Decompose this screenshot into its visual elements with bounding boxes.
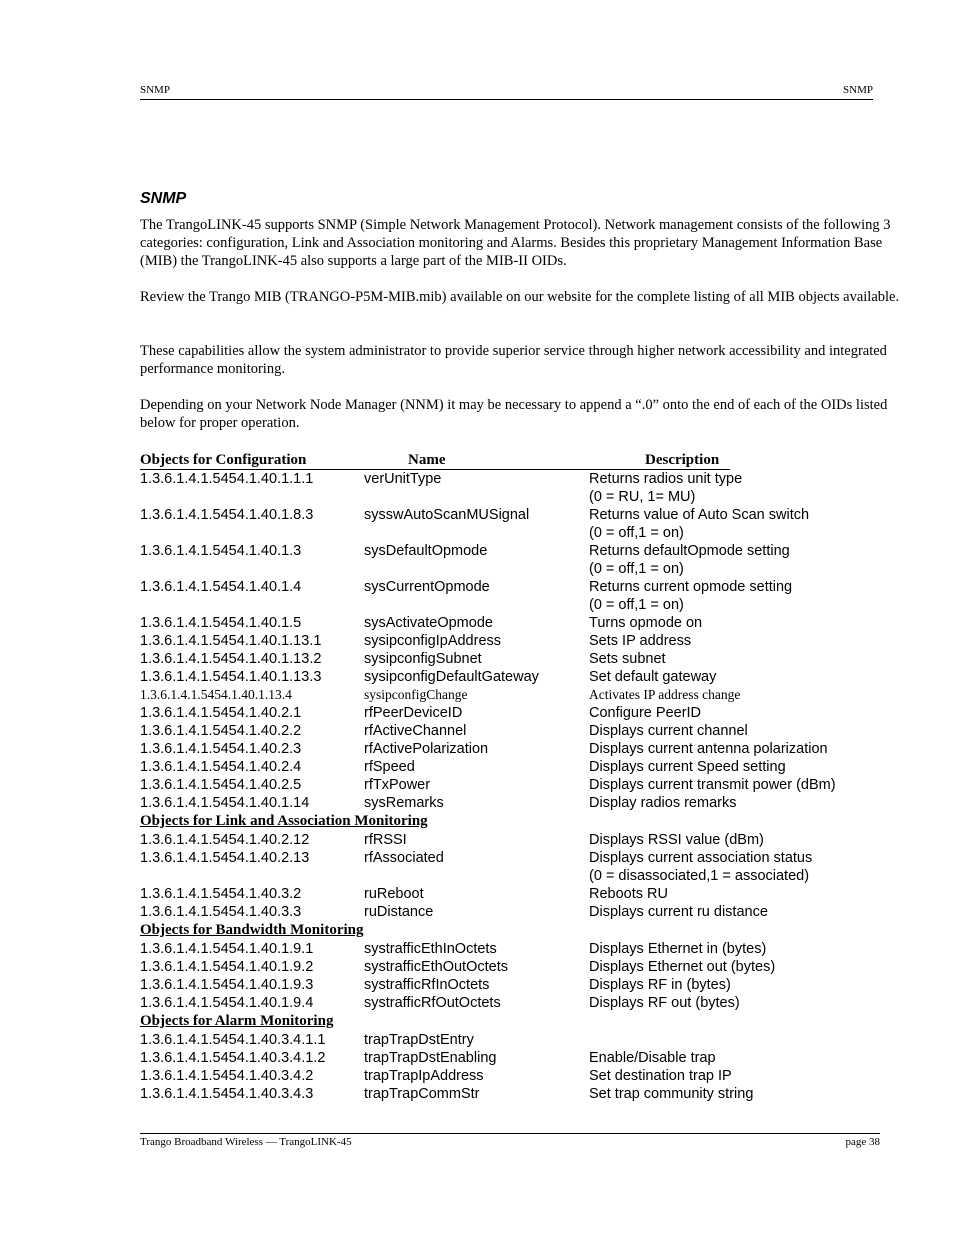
table-row	[140, 958, 900, 976]
link-rows	[140, 831, 900, 921]
description-cell: Displays current antenna polarization	[589, 741, 828, 757]
header-left: SNMP	[140, 84, 170, 96]
snmp-oid-table	[140, 451, 900, 1103]
footer-right: page 38	[845, 1136, 880, 1148]
object-name-cell: ruReboot	[364, 886, 424, 902]
table-row	[140, 776, 900, 794]
table-row	[140, 704, 900, 722]
table-row	[140, 1031, 900, 1049]
oid-cell: 1.3.6.1.4.1.5454.1.40.1.4	[140, 579, 302, 595]
mib-paragraph: Review the Trango MIB (TRANGO-P5M-MIB.mib) available on our website for the complete listing of all MIB objects available.	[140, 289, 900, 305]
table-row	[140, 470, 900, 506]
oid-cell: 1.3.6.1.4.1.5454.1.40.1.8.3	[140, 507, 314, 523]
description-cell: Displays current transmit power (dBm)	[589, 777, 836, 793]
table-row	[140, 903, 900, 921]
description-cell: Displays RF in (bytes)	[589, 977, 731, 993]
description-cell: Turns opmode on	[589, 615, 703, 631]
table-row	[140, 794, 900, 812]
description-cell: Returns current opmode setting (0 = off,1 = on)	[589, 579, 793, 613]
oid-cell: 1.3.6.1.4.1.5454.1.40.1.9.4	[140, 995, 314, 1011]
table-row	[140, 758, 900, 776]
config-section-header: Objects for Configuration	[140, 452, 307, 468]
description-cell: Displays current Speed setting	[589, 759, 786, 775]
description-cell: Displays Ethernet out (bytes)	[589, 959, 776, 975]
object-name-cell: rfTxPower	[364, 777, 431, 793]
description-cell: Display radios remarks	[589, 795, 737, 811]
oid-cell: 1.3.6.1.4.1.5454.1.40.1.9.3	[140, 977, 314, 993]
oid-cell: 1.3.6.1.4.1.5454.1.40.1.5	[140, 615, 302, 631]
oid-cell: 1.3.6.1.4.1.5454.1.40.3.4.3	[140, 1086, 314, 1102]
object-name-cell: sysswAutoScanMUSignal	[364, 507, 530, 523]
oid-cell: 1.3.6.1.4.1.5454.1.40.1.13.1	[140, 633, 322, 649]
description-cell: Returns radios unit type (0 = RU, 1= MU)	[589, 471, 743, 505]
description-cell: Set default gateway	[589, 669, 717, 685]
table-row	[140, 668, 900, 686]
object-name-cell: trapTrapDstEntry	[364, 1032, 474, 1048]
oid-cell: 1.3.6.1.4.1.5454.1.40.3.3	[140, 904, 302, 920]
object-name-cell: systrafficEthInOctets	[364, 941, 497, 957]
table-row	[140, 1049, 900, 1067]
bandwidth-section-header: Objects for Bandwidth Monitoring	[140, 922, 364, 938]
object-name-cell: sysCurrentOpmode	[364, 579, 490, 595]
oid-cell: 1.3.6.1.4.1.5454.1.40.2.13	[140, 850, 310, 866]
table-row	[140, 686, 900, 704]
page-header	[140, 84, 873, 100]
oid-cell: 1.3.6.1.4.1.5454.1.40.2.3	[140, 741, 302, 757]
object-name-cell: sysRemarks	[364, 795, 444, 811]
object-name-cell: rfSpeed	[364, 759, 415, 775]
table-row	[140, 994, 900, 1012]
object-name-cell: sysDefaultOpmode	[364, 543, 488, 559]
section-title: SNMP	[140, 190, 187, 207]
oid-cell: 1.3.6.1.4.1.5454.1.40.1.1.1	[140, 471, 314, 487]
description-cell: Sets IP address	[589, 633, 692, 649]
object-name-cell: trapTrapIpAddress	[364, 1068, 484, 1084]
table-row	[140, 885, 900, 903]
table-row	[140, 940, 900, 958]
object-name-cell: systrafficRfInOctets	[364, 977, 490, 993]
object-name-cell: sysipconfigSubnet	[364, 651, 482, 667]
oid-cell: 1.3.6.1.4.1.5454.1.40.3.4.2	[140, 1068, 314, 1084]
description-cell: Set destination trap IP	[589, 1068, 732, 1084]
oid-cell: 1.3.6.1.4.1.5454.1.40.2.4	[140, 759, 302, 775]
bandwidth-rows	[140, 940, 900, 1012]
oid-cell: 1.3.6.1.4.1.5454.1.40.1.13.2	[140, 651, 322, 667]
table-row	[140, 1085, 900, 1103]
table-row	[140, 740, 900, 758]
page-footer	[140, 1133, 880, 1152]
object-name-cell: trapTrapDstEnabling	[364, 1050, 497, 1066]
table-row	[140, 1067, 900, 1085]
table-row	[140, 542, 900, 578]
table-row	[140, 849, 900, 885]
description-cell: Returns defaultOpmode setting (0 = off,1 = on)	[589, 543, 790, 577]
table-row	[140, 614, 900, 632]
object-name-cell: systrafficEthOutOctets	[364, 959, 508, 975]
description-cell: Sets subnet	[589, 651, 666, 667]
oid-cell: 1.3.6.1.4.1.5454.1.40.3.4.1.1	[140, 1032, 326, 1048]
oid-cell: 1.3.6.1.4.1.5454.1.40.1.9.2	[140, 959, 314, 975]
object-name-cell: rfActiveChannel	[364, 723, 467, 739]
table-row	[140, 976, 900, 994]
intro-paragraph: The TrangoLINK-45 supports SNMP (Simple Network Management Protocol). Network management consists of the following 3 categories: configuration, Link and Association monitoring and Alarms. Besides this proprietary Management Information Base (MIB) the TrangoLINK-45 also supports a large part of the MIB-II OIDs.	[140, 217, 891, 269]
capabilities-paragraph: These capabilities allow the system administrator to provide superior service through higher network accessibility and integrated performance monitoring.	[140, 343, 887, 377]
oid-cell: 1.3.6.1.4.1.5454.1.40.3.2	[140, 886, 302, 902]
description-cell: Enable/Disable trap	[589, 1050, 716, 1066]
object-name-cell: rfAssociated	[364, 850, 444, 866]
description-cell: Returns value of Auto Scan switch (0 = off,1 = on)	[589, 507, 810, 541]
oid-cell: 1.3.6.1.4.1.5454.1.40.1.3	[140, 543, 302, 559]
description-cell: Activates IP address change	[589, 687, 741, 702]
table-row	[140, 831, 900, 849]
description-cell: Reboots RU	[589, 886, 668, 902]
oid-cell: 1.3.6.1.4.1.5454.1.40.2.12	[140, 832, 310, 848]
oid-cell: 1.3.6.1.4.1.5454.1.40.1.13.4	[140, 687, 292, 702]
table-row	[140, 506, 900, 542]
description-cell: Displays current channel	[589, 723, 748, 739]
description-cell: Set trap community string	[589, 1086, 754, 1102]
name-column-header: Name	[408, 452, 446, 468]
oid-cell: 1.3.6.1.4.1.5454.1.40.2.5	[140, 777, 302, 793]
object-name-cell: rfRSSI	[364, 832, 407, 848]
description-cell: Displays RF out (bytes)	[589, 995, 740, 1011]
oid-cell: 1.3.6.1.4.1.5454.1.40.3.4.1.2	[140, 1050, 326, 1066]
config-rows	[140, 470, 900, 812]
object-name-cell: sysipconfigDefaultGateway	[364, 669, 539, 685]
oid-cell: 1.3.6.1.4.1.5454.1.40.1.13.3	[140, 669, 322, 685]
table-row	[140, 578, 900, 614]
nnm-paragraph: Depending on your Network Node Manager (NNM) it may be necessary to append a “.0” onto the end of each of the OIDs listed below for proper operation.	[140, 397, 888, 431]
description-cell: Displays current association status (0 = disassociated,1 = associated)	[589, 850, 813, 884]
object-name-cell: systrafficRfOutOctets	[364, 995, 501, 1011]
object-name-cell: sysActivateOpmode	[364, 615, 493, 631]
footer-left: Trango Broadband Wireless — TrangoLINK-45	[140, 1136, 352, 1148]
description-cell: Displays Ethernet in (bytes)	[589, 941, 767, 957]
description-column-header: Description	[645, 452, 720, 468]
object-name-cell: verUnitType	[364, 471, 442, 487]
alarm-section-header: Objects for Alarm Monitoring	[140, 1013, 334, 1029]
object-name-cell: trapTrapCommStr	[364, 1086, 480, 1102]
description-cell: Displays current ru distance	[589, 904, 768, 920]
object-name-cell: rfPeerDeviceID	[364, 705, 463, 721]
table-row	[140, 632, 900, 650]
oid-cell: 1.3.6.1.4.1.5454.1.40.1.14	[140, 795, 310, 811]
alarm-rows	[140, 1031, 900, 1103]
header-right: SNMP	[843, 84, 873, 96]
oid-cell: 1.3.6.1.4.1.5454.1.40.2.2	[140, 723, 302, 739]
description-cell: Configure PeerID	[589, 705, 702, 721]
object-name-cell: ruDistance	[364, 904, 434, 920]
oid-cell: 1.3.6.1.4.1.5454.1.40.1.9.1	[140, 941, 314, 957]
object-name-cell: sysipconfigIpAddress	[364, 633, 502, 649]
table-row	[140, 722, 900, 740]
oid-cell: 1.3.6.1.4.1.5454.1.40.2.1	[140, 705, 302, 721]
table-row	[140, 650, 900, 668]
object-name-cell: sysipconfigChange	[364, 687, 468, 702]
description-cell: Displays RSSI value (dBm)	[589, 832, 764, 848]
table-column-headers	[140, 451, 730, 470]
link-section-header: Objects for Link and Association Monitoring	[140, 813, 428, 829]
object-name-cell: rfActivePolarization	[364, 741, 489, 757]
